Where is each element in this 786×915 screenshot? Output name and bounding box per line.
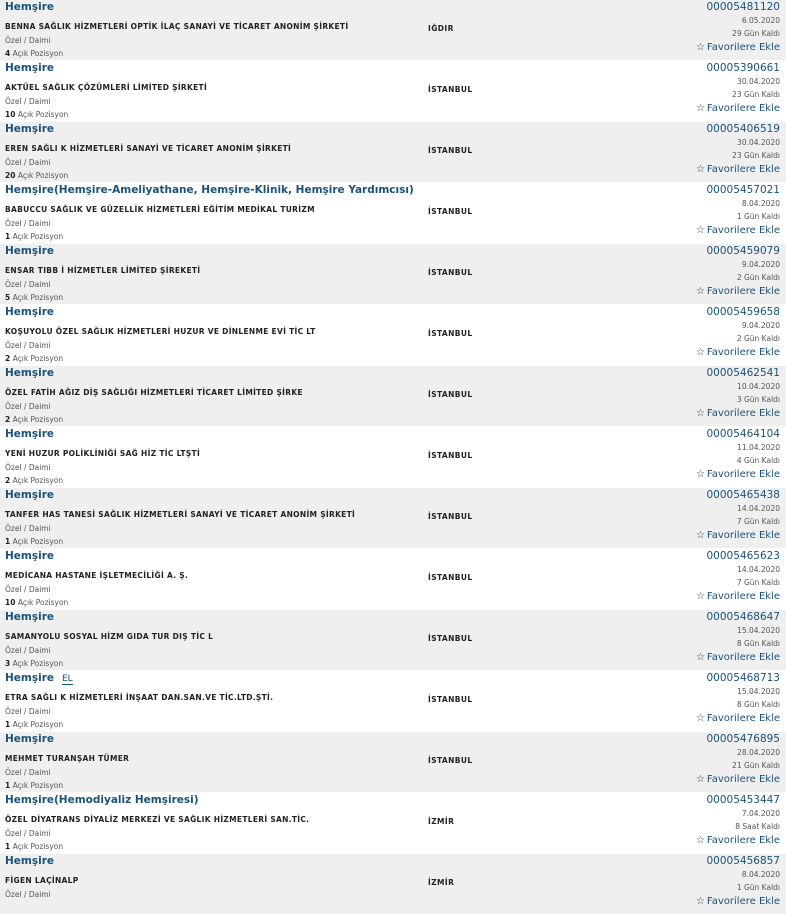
job-title-text: Hemşire (5, 733, 54, 745)
open-positions-label: Açık Pozisyon (12, 537, 64, 546)
days-left: 8 Gün Kaldı (736, 700, 780, 709)
job-title-link[interactable] (5, 1, 54, 13)
open-positions-label: Açık Pozisyon (12, 842, 64, 851)
listing-date: 15.04.2020 (737, 626, 780, 635)
job-listing-row (0, 122, 786, 183)
city-label: İSTANBUL (428, 451, 473, 460)
listing-meta (696, 488, 780, 543)
listing-code-link[interactable]: 00005459658 (706, 306, 780, 318)
listing-date: 15.04.2020 (737, 687, 780, 696)
company-name: MEHMET TURANŞAH TÜMER (5, 754, 130, 763)
add-favorite-button[interactable] (696, 467, 780, 482)
job-listing-row (0, 427, 786, 488)
star-icon: ☆ (695, 164, 705, 175)
add-favorite-label: Favorilere Ekle (706, 774, 780, 785)
employment-type: Özel / Daimi (5, 768, 51, 777)
listing-code-link[interactable]: 00005464104 (706, 428, 780, 440)
city-label: İSTANBUL (428, 329, 473, 338)
open-positions (5, 720, 63, 729)
star-icon: ☆ (695, 652, 705, 663)
open-positions-label: Açık Pozisyon (12, 293, 64, 302)
days-left: 1 Gün Kaldı (736, 883, 780, 892)
open-positions-count: 2 (5, 415, 11, 424)
listing-date: 9.04.2020 (741, 321, 780, 330)
open-positions (5, 110, 68, 119)
listing-meta (696, 854, 780, 909)
listing-meta (696, 366, 780, 421)
days-left: 2 Gün Kaldı (736, 273, 780, 282)
add-favorite-label: Favorilere Ekle (706, 225, 780, 236)
listing-meta (696, 610, 780, 665)
open-positions (5, 659, 63, 668)
listing-date: 8.04.2020 (741, 870, 780, 879)
listing-code-link[interactable]: 00005481120 (706, 1, 780, 13)
job-title-link[interactable] (5, 428, 54, 440)
star-icon: ☆ (695, 103, 705, 114)
job-title-link[interactable] (5, 123, 54, 135)
add-favorite-button[interactable] (696, 223, 780, 238)
listing-date: 14.04.2020 (737, 504, 780, 513)
open-positions-label: Açık Pozisyon (12, 354, 64, 363)
days-left: 8 Gün Kaldı (736, 639, 780, 648)
add-favorite-label: Favorilere Ekle (706, 469, 780, 480)
open-positions (5, 293, 63, 302)
add-favorite-label: Favorilere Ekle (706, 652, 780, 663)
star-icon: ☆ (695, 896, 705, 907)
days-left: 23 Gün Kaldı (732, 151, 780, 160)
employment-type: Özel / Daimi (5, 463, 51, 472)
job-listing-row (0, 183, 786, 244)
job-title-link[interactable] (5, 855, 54, 867)
star-icon: ☆ (695, 347, 705, 358)
employment-type: Özel / Daimi (5, 97, 51, 106)
days-left: 7 Gün Kaldı (736, 517, 780, 526)
star-icon: ☆ (695, 713, 705, 724)
job-title-text: Hemşire (5, 489, 54, 501)
listing-meta (696, 671, 780, 726)
listing-meta (696, 244, 780, 299)
days-left: 23 Gün Kaldı (732, 90, 780, 99)
city-label: İSTANBUL (428, 207, 473, 216)
job-title-link[interactable] (5, 672, 73, 685)
job-title-text: Hemşire (5, 672, 54, 684)
city-label: İZMİR (428, 878, 455, 887)
add-favorite-button[interactable] (696, 162, 780, 177)
listing-code-link[interactable]: 00005465623 (706, 550, 780, 562)
listing-meta (696, 0, 780, 55)
open-positions-label: Açık Pozisyon (12, 415, 64, 424)
employment-type: Özel / Daimi (5, 707, 51, 716)
disability-tag-icon: EL (62, 674, 73, 684)
city-label: İSTANBUL (428, 634, 473, 643)
job-title-link[interactable] (5, 611, 54, 623)
employment-type: Özel / Daimi (5, 158, 51, 167)
company-name: ÖZEL DİYATRANS DİYALİZ MERKEZİ VE SAĞLIK HİZMETLERİ SAN.TİC. (5, 815, 310, 824)
open-positions-label: Açık Pozisyon (12, 720, 64, 729)
star-icon: ☆ (695, 774, 705, 785)
listing-date: 9.04.2020 (741, 260, 780, 269)
add-favorite-button[interactable] (696, 711, 780, 726)
star-icon: ☆ (695, 469, 705, 480)
listing-meta (696, 61, 780, 116)
job-title-link[interactable] (5, 367, 54, 379)
star-icon: ☆ (695, 286, 705, 297)
employment-type: Özel / Daimi (5, 890, 51, 899)
company-name: ETRA SAĞLI K HİZMETLERİ İNŞAAT DAN.SAN.VE TİC.LTD.ŞTİ. (5, 693, 274, 702)
city-label: İZMİR (428, 817, 455, 826)
city-label: İSTANBUL (428, 390, 473, 399)
open-positions-label: Açık Pozisyon (17, 171, 69, 180)
listing-code-link[interactable]: 00005456857 (706, 855, 780, 867)
job-title-text: Hemşire (5, 123, 54, 135)
add-favorite-button[interactable] (696, 833, 780, 848)
add-favorite-label: Favorilere Ekle (706, 591, 780, 602)
listing-date: 7.04.2020 (741, 809, 780, 818)
listing-meta (696, 549, 780, 604)
add-favorite-label: Favorilere Ekle (706, 835, 780, 846)
city-label: İSTANBUL (428, 85, 473, 94)
listing-date: 28.04.2020 (737, 748, 780, 757)
add-favorite-button[interactable] (696, 345, 780, 360)
listing-code-link[interactable]: 00005406519 (706, 123, 780, 135)
job-listing-row (0, 366, 786, 427)
job-listing-row (0, 0, 786, 61)
company-name: ENSAR TIBB İ HİZMETLER LİMİTED ŞİREKETİ (5, 266, 201, 275)
job-title-text: Hemşire (5, 550, 54, 562)
open-positions (5, 598, 68, 607)
job-title-text: Hemşire (5, 611, 54, 623)
job-title-text: Hemşire (5, 306, 54, 318)
days-left: 3 Gün Kaldı (736, 395, 780, 404)
listing-date: 8.04.2020 (741, 199, 780, 208)
add-favorite-label: Favorilere Ekle (706, 42, 780, 53)
open-positions-count: 20 (5, 171, 16, 180)
star-icon: ☆ (695, 42, 705, 53)
job-title-text: Hemşire (5, 1, 54, 13)
job-listing-row (0, 732, 786, 793)
job-title-link[interactable] (5, 184, 414, 196)
job-listing-row (0, 610, 786, 671)
job-listing-row (0, 305, 786, 366)
listing-meta (696, 732, 780, 787)
job-listing-row (0, 488, 786, 549)
listing-code-link[interactable]: 00005468713 (706, 672, 780, 684)
job-title-text: Hemşire (5, 367, 54, 379)
open-positions-count: 3 (5, 659, 11, 668)
open-positions-label: Açık Pozisyon (12, 476, 64, 485)
add-favorite-label: Favorilere Ekle (706, 408, 780, 419)
open-positions-count: 10 (5, 598, 16, 607)
listing-code-link[interactable]: 00005476895 (706, 733, 780, 745)
listing-meta (696, 427, 780, 482)
job-title-text: Hemşire (5, 245, 54, 257)
company-name: ÖZEL FATİH AĞIZ DİŞ SAĞLIĞI HİZMETLERİ TİCARET LİMİTED ŞİRKE (5, 388, 303, 397)
listing-code-link[interactable]: 00005390661 (706, 62, 780, 74)
open-positions-label: Açık Pozisyon (17, 598, 69, 607)
city-label: İSTANBUL (428, 573, 473, 582)
open-positions (5, 232, 63, 241)
employment-type: Özel / Daimi (5, 36, 51, 45)
open-positions (5, 354, 63, 363)
job-listing-row (0, 671, 786, 732)
listing-meta (696, 793, 780, 848)
star-icon: ☆ (695, 530, 705, 541)
listing-code-link[interactable]: 00005465438 (706, 489, 780, 501)
add-favorite-button[interactable] (696, 894, 780, 909)
job-listing-row (0, 793, 786, 854)
listing-code-link[interactable]: 00005462541 (706, 367, 780, 379)
employment-type: Özel / Daimi (5, 646, 51, 655)
add-favorite-button[interactable] (696, 772, 780, 787)
add-favorite-label: Favorilere Ekle (706, 896, 780, 907)
job-listing-row (0, 549, 786, 610)
add-favorite-button[interactable] (696, 528, 780, 543)
days-left: 2 Gün Kaldı (736, 334, 780, 343)
open-positions-count: 1 (5, 232, 11, 241)
star-icon: ☆ (695, 835, 705, 846)
job-title-link[interactable] (5, 245, 54, 257)
add-favorite-button[interactable] (696, 589, 780, 604)
days-left: 4 Gün Kaldı (736, 456, 780, 465)
job-title-link[interactable] (5, 489, 54, 501)
listing-date: 30.04.2020 (737, 77, 780, 86)
add-favorite-label: Favorilere Ekle (706, 103, 780, 114)
open-positions (5, 49, 63, 58)
company-name: BENNA SAĞLIK HİZMETLERİ OPTİK İLAÇ SANAYİ VE TİCARET ANONİM ŞİRKETİ (5, 22, 349, 31)
city-label: İSTANBUL (428, 268, 473, 277)
add-favorite-label: Favorilere Ekle (706, 530, 780, 541)
open-positions-count: 10 (5, 110, 16, 119)
employment-type: Özel / Daimi (5, 402, 51, 411)
open-positions (5, 415, 63, 424)
job-title-text: Hemşire (5, 855, 54, 867)
add-favorite-button[interactable] (696, 406, 780, 421)
company-name: AKTÜEL SAĞLIK ÇÖZÜMLERİ LİMİTED ŞİRKETİ (5, 83, 208, 92)
days-left: 7 Gün Kaldı (736, 578, 780, 587)
add-favorite-button[interactable] (696, 284, 780, 299)
open-positions-label: Açık Pozisyon (12, 49, 64, 58)
days-left: 1 Gün Kaldı (736, 212, 780, 221)
add-favorite-button[interactable] (696, 40, 780, 55)
add-favorite-label: Favorilere Ekle (706, 347, 780, 358)
open-positions-label: Açık Pozisyon (12, 659, 64, 668)
open-positions (5, 537, 63, 546)
open-positions-count: 4 (5, 49, 11, 58)
company-name: FİGEN LAÇİNALP (5, 876, 79, 885)
employment-type: Özel / Daimi (5, 585, 51, 594)
open-positions (5, 781, 63, 790)
company-name: EREN SAĞLI K HİZMETLERİ SANAYİ VE TİCARET ANONİM ŞİRKETİ (5, 144, 292, 153)
job-title-text: Hemşire (5, 62, 54, 74)
city-label: İSTANBUL (428, 146, 473, 155)
job-listing-row (0, 61, 786, 122)
listing-code-link[interactable]: 00005459079 (706, 245, 780, 257)
job-listing-row (0, 854, 786, 915)
open-positions-count: 2 (5, 354, 11, 363)
open-positions-label: Açık Pozisyon (12, 232, 64, 241)
open-positions (5, 476, 63, 485)
listing-meta (696, 305, 780, 360)
add-favorite-label: Favorilere Ekle (706, 713, 780, 724)
listing-date: 30.04.2020 (737, 138, 780, 147)
open-positions-label: Açık Pozisyon (12, 781, 64, 790)
employment-type: Özel / Daimi (5, 341, 51, 350)
company-name: KOŞUYOLU ÖZEL SAĞLIK HİZMETLERİ HUZUR VE DİNLENME EVİ TİC LT (5, 327, 316, 336)
employment-type: Özel / Daimi (5, 219, 51, 228)
employment-type: Özel / Daimi (5, 524, 51, 533)
open-positions-count: 1 (5, 842, 11, 851)
add-favorite-button[interactable] (696, 650, 780, 665)
listing-date: 6.05.2020 (741, 16, 780, 25)
listing-code-link[interactable]: 00005453447 (706, 794, 780, 806)
city-label: IĞDIR (428, 24, 454, 33)
job-title-text: Hemşire(Hemodiyaliz Hemşiresi) (5, 794, 199, 806)
company-name: MEDİCANA HASTANE İŞLETMECİLİĞİ A. Ş. (5, 571, 189, 580)
listing-date: 14.04.2020 (737, 565, 780, 574)
city-label: İSTANBUL (428, 512, 473, 521)
city-label: İSTANBUL (428, 756, 473, 765)
listing-code-link[interactable]: 00005457021 (706, 184, 780, 196)
company-name: YENİ HUZUR POLİKLİNİĞİ SAĞ HİZ TİC LTŞTİ (5, 449, 201, 458)
open-positions-count: 1 (5, 781, 11, 790)
company-name: SAMANYOLU SOSYAL HİZM GIDA TUR DIŞ TİC L (5, 632, 214, 641)
job-title-link[interactable] (5, 733, 54, 745)
add-favorite-button[interactable] (696, 101, 780, 116)
job-title-text: Hemşire(Hemşire-Ameliyathane, Hemşire-Klinik, Hemşire Yardımcısı) (5, 184, 414, 196)
open-positions-count: 5 (5, 293, 11, 302)
days-left: 29 Gün Kaldı (732, 29, 780, 38)
star-icon: ☆ (695, 591, 705, 602)
star-icon: ☆ (695, 408, 705, 419)
open-positions-count: 2 (5, 476, 11, 485)
days-left: 8 Saat Kaldı (735, 822, 780, 831)
listing-meta (696, 183, 780, 238)
open-positions-count: 1 (5, 720, 11, 729)
job-title-link[interactable] (5, 306, 54, 318)
city-label: İSTANBUL (428, 695, 473, 704)
add-favorite-label: Favorilere Ekle (706, 164, 780, 175)
listing-meta (696, 122, 780, 177)
add-favorite-label: Favorilere Ekle (706, 286, 780, 297)
open-positions-label: Açık Pozisyon (17, 110, 69, 119)
star-icon: ☆ (695, 225, 705, 236)
listing-date: 10.04.2020 (737, 382, 780, 391)
open-positions-count: 1 (5, 537, 11, 546)
days-left: 21 Gün Kaldı (732, 761, 780, 770)
open-positions (5, 171, 68, 180)
company-name: TANFER HAS TANESİ SAĞLIK HİZMETLERİ SANAYİ VE TİCARET ANONİM ŞİRKETİ (5, 510, 356, 519)
job-title-text: Hemşire (5, 428, 54, 440)
job-title-link[interactable] (5, 550, 54, 562)
employment-type: Özel / Daimi (5, 829, 51, 838)
job-title-link[interactable] (5, 62, 54, 74)
listing-date: 11.04.2020 (737, 443, 780, 452)
job-title-link[interactable] (5, 794, 199, 806)
listing-code-link[interactable]: 00005468647 (706, 611, 780, 623)
company-name: BABUCCU SAĞLIK VE GÜZELLİK HİZMETLERİ EĞİTİM MEDİKAL TURİZM (5, 205, 315, 214)
open-positions (5, 842, 63, 851)
job-listing-row (0, 244, 786, 305)
employment-type: Özel / Daimi (5, 280, 51, 289)
